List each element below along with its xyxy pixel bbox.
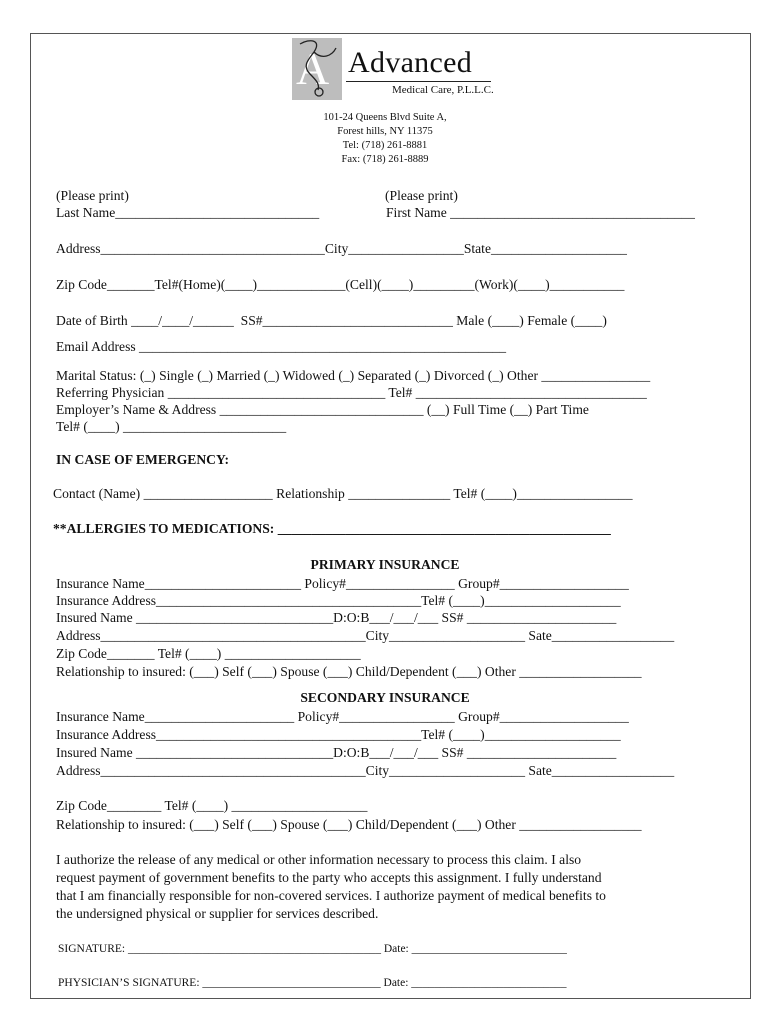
primary-insurance-heading: PRIMARY INSURANCE — [310, 557, 460, 572]
logo-letter: A — [296, 43, 330, 94]
first-name-field[interactable]: First Name ____________________________________ — [386, 205, 695, 220]
please-print-right: (Please print) — [385, 188, 458, 203]
secondary-insurance-name-field[interactable]: Insurance Name______________________ Policy#_________________ Group#___________________ — [56, 709, 629, 724]
secondary-relationship-field[interactable]: Relationship to insured: (___) Self (___) Spouse (___) Child/Dependent (___) Other __________________ — [56, 817, 642, 832]
authorization-line-2: request payment of government benefits to the party who accepts this assignment. I fully understand — [56, 870, 602, 885]
marital-status-field[interactable]: Marital Status: (_) Single (_) Married (_) Widowed (_) Separated (_) Divorced (_) Other ________________ — [56, 368, 651, 383]
address-field[interactable]: Address_________________________________City_________________State____________________ — [56, 241, 627, 256]
stethoscope-icon — [292, 38, 352, 100]
secondary-insured-name-field[interactable]: Insured Name _____________________________D:O:B___/___/___ SS# ______________________ — [56, 745, 617, 760]
referring-physician-field[interactable]: Referring Physician ________________________________ Tel# __________________________________ — [56, 385, 647, 400]
secondary-zip-field[interactable]: Zip Code________ Tel# (____) ____________________ — [56, 798, 368, 813]
practice-city: Forest hills, NY 11375 — [337, 126, 433, 137]
practice-tel: Tel: (718) 261-8881 — [342, 140, 428, 151]
primary-address-field[interactable]: Address_______________________________________City____________________ Sate__________________ — [56, 628, 675, 643]
employer-field[interactable]: Employer’s Name & Address ______________________________ (__) Full Time (__) Part Time — [56, 402, 589, 417]
logo-rule — [346, 81, 491, 82]
zip-phone-field[interactable]: Zip Code_______Tel#(Home)(____)_____________(Cell)(____)_________(Work)(____)___________ — [56, 277, 625, 292]
authorization-line-4: the undersigned physical or supplier for services described. — [56, 906, 379, 921]
signature-field[interactable]: SIGNATURE: ____________________________________________ Date: ___________________________ — [58, 943, 567, 955]
physician-signature-field[interactable]: PHYSICIAN’S SIGNATURE: _______________________________ Date: ___________________________ — [58, 977, 567, 989]
emergency-heading: IN CASE OF EMERGENCY: — [56, 452, 230, 467]
primary-insured-name-field[interactable]: Insured Name _____________________________D:O:B___/___/___ SS# ______________________ — [56, 610, 617, 625]
logo-name: Advanced — [348, 46, 473, 79]
authorization-line-1: I authorize the release of any medical or other information necessary to process this claim. I also — [56, 852, 582, 867]
please-print-left: (Please print) — [56, 188, 129, 203]
primary-zip-field[interactable]: Zip Code_______ Tel# (____) ____________________ — [56, 646, 361, 661]
emergency-contact-field[interactable]: Contact (Name) ___________________ Relationship _______________ Tel# (____)_________________ — [53, 486, 633, 501]
allergies-field[interactable]: **ALLERGIES TO MEDICATIONS: _________________________________________________ — [53, 521, 611, 536]
last-name-field[interactable]: Last Name______________________________ — [56, 205, 320, 220]
secondary-insurance-address-field[interactable]: Insurance Address_______________________________________Tel# (____)____________________ — [56, 727, 621, 742]
practice-logo — [292, 38, 502, 100]
authorization-line-3: that I am financially responsible for non-covered services. I authorize payment of medical benefits to — [56, 888, 606, 903]
primary-insurance-address-field[interactable]: Insurance Address_______________________________________Tel# (____)____________________ — [56, 593, 621, 608]
dob-ss-gender-field[interactable]: Date of Birth ____/____/______ SS#____________________________ Male (____) Female (____) — [56, 313, 607, 328]
logo-subtitle: Medical Care, P.L.L.C. — [392, 84, 494, 96]
employer-tel-field[interactable]: Tel# (____) ________________________ — [56, 419, 287, 434]
primary-insurance-name-field[interactable]: Insurance Name_______________________ Policy#________________ Group#___________________ — [56, 576, 629, 591]
email-field[interactable]: Email Address ______________________________________________________ — [56, 339, 507, 354]
practice-fax: Fax: (718) 261-8889 — [341, 154, 429, 165]
practice-street: 101-24 Queens Blvd Suite A, — [323, 112, 447, 123]
primary-relationship-field[interactable]: Relationship to insured: (___) Self (___) Spouse (___) Child/Dependent (___) Other __________________ — [56, 664, 642, 679]
secondary-insurance-heading: SECONDARY INSURANCE — [300, 690, 470, 705]
secondary-address-field[interactable]: Address_______________________________________City____________________ Sate__________________ — [56, 763, 675, 778]
